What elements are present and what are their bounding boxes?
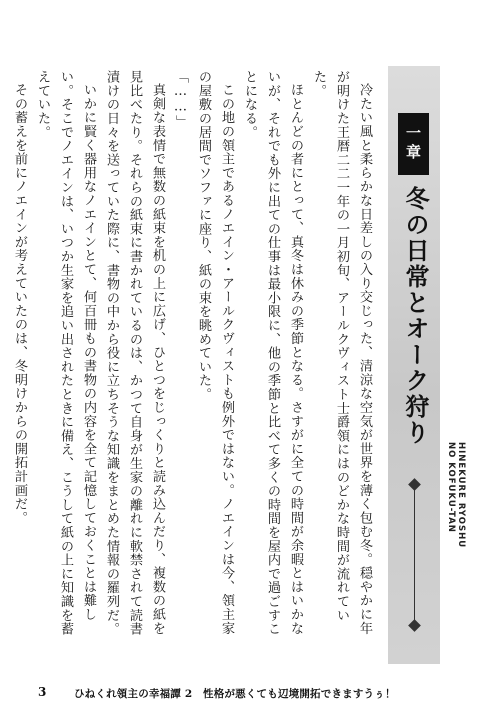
running-title: ひねくれ領主の幸福譚 2 性格が悪くても辺境開拓できますうぅ！	[74, 688, 396, 700]
paragraph: 冷たい風と柔らかな日差しの入り交じった、清涼な空気が世界を薄く包む冬。穏やかに年が明けた王暦二二一年の一月初旬、アールクヴィスト士爵領にはのどかな時間が流れていた。	[311, 70, 372, 636]
series-romaji	[446, 442, 466, 662]
ornament-line	[414, 480, 415, 630]
body-text	[8, 70, 376, 645]
dialogue-line: 「……」	[173, 70, 188, 129]
paragraph: この地の領主であるノエイン・アールクヴィストも例外ではない。ノエインは今、領主家の屋敷の居間でソファに座り、紙の束を眺めていた。	[196, 70, 234, 636]
paragraph: ほとんどの者にとって、真冬は休みの季節となる。さすがに全ての時間が余暇とはいかないが、それでも外に出ての仕事は最小限に、他の季節と比べて多くの時間を屋内で過ごすことになる。	[242, 70, 303, 636]
page-number: 3	[38, 685, 47, 699]
paragraph: 真剣な表情で無数の紙束を机の上に広げ、ひとつをじっくりと読み込んだり、複数の紙を見比べたり。それらの紙束に書かれているのは、かつて自身が生家の離れに軟禁されて読書漬けの日々を送っていた際に、書物の中から役に立ちそうな知識をまとめた情報の羅列だ。	[104, 70, 165, 636]
paragraph: その蓄えを前にノエインが考えていたのは、冬明けからの開拓計画だ。	[12, 83, 27, 525]
page-footer	[0, 685, 500, 705]
paragraph: いかに賢く器用なノエインとて、何百冊もの書物の内容を全て記憶しておくことは難しい。そこでノエインは、いつか生家を追い出されたときに備え、こうして紙の上に知識を蓄えていた。	[35, 70, 96, 636]
romaji-line-1: HINEKURE RYOSHU	[456, 442, 466, 549]
chapter-ornament	[414, 480, 416, 630]
romaji-line-2: NO KOFUKU-TAN	[446, 442, 456, 533]
chapter-number-label: 一章	[398, 113, 429, 175]
chapter-title: 冬の日常とオーク狩り	[401, 186, 429, 446]
